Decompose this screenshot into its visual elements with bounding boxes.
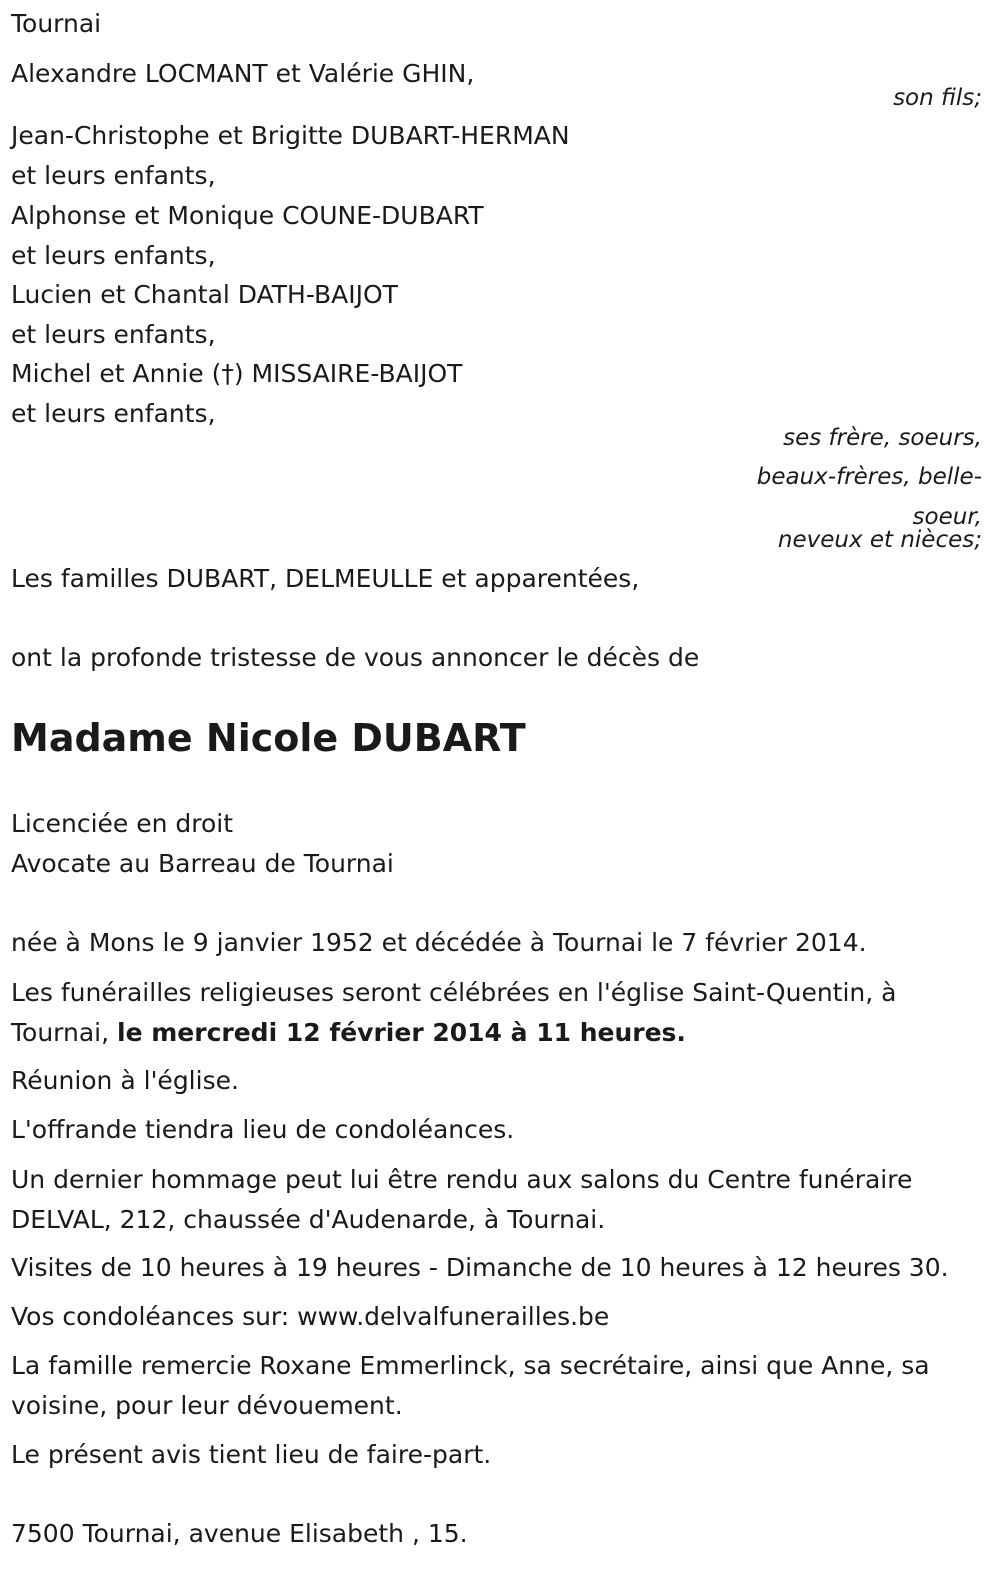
city: Tournai [11,9,102,38]
deceased-name: Madame Nicole DUBART [11,716,526,760]
notice: Le présent avis tient lieu de faire-part. [11,1440,492,1469]
birth-death: née à Mons le 9 janvier 1952 et décédée à Tournai le 7 février 2014. [11,928,867,957]
visits: Visites de 10 heures à 19 heures - Dimanche de 10 heures à 12 heures 30. [11,1253,949,1282]
announcement: ont la profonde tristesse de vous annoncer le décès de [11,643,700,672]
sibling-couple: Lucien et Chantal DATH-BAIJOT [11,280,398,309]
sibling-couple: Alphonse et Monique COUNE-DUBART [11,201,484,230]
condolences: Vos condoléances sur: www.delvalfunerailles.be [11,1302,610,1331]
siblings-role-line: soeur, [912,504,982,530]
thanks: La famille remercie Roxane Emmerlinck, sa secrétaire, ainsi que Anne, sa voisine, pour leur dévouement. [11,1351,930,1420]
funeral-text: Les funérailles religieuses seront célébrées en l'église Saint-Quentin, à Tournai, [11,978,897,1047]
sibling-couple: Michel et Annie (†) MISSAIRE-BAIJOT [11,359,463,388]
address: 7500 Tournai, avenue Elisabeth , 15. [11,1519,468,1548]
sibling-couple: Jean-Christophe et Brigitte DUBART-HERMAN [11,121,570,150]
offering: L'offrande tiendra lieu de condoléances. [11,1115,515,1144]
son-names: Alexandre LOCMANT et Valérie GHIN, [11,59,475,88]
sibling-children: et leurs enfants, [11,399,216,428]
funeral-info [11,973,986,1053]
families: Les familles DUBART, DELMEULLE et apparentées, [11,564,640,593]
title-line: Licenciée en droit [11,809,234,838]
siblings-role-line: neveux et nièces; [777,527,982,553]
sibling-children: et leurs enfants, [11,320,216,349]
son-role: son fils; [893,85,982,111]
meeting: Réunion à l'église. [11,1066,239,1095]
tribute: Un dernier hommage peut lui être rendu aux salons du Centre funéraire DELVAL, 212, chaussée d'Audenarde, à Tournai. [11,1165,913,1234]
sibling-children: et leurs enfants, [11,161,216,190]
sibling-children: et leurs enfants, [11,241,216,270]
title-line: Avocate au Barreau de Tournai [11,849,394,878]
siblings-role-line: beaux-frères, belle- [756,464,982,490]
funeral-date: le mercredi 12 février 2014 à 11 heures. [117,1018,686,1047]
siblings-role-line: ses frère, soeurs, [783,425,982,451]
